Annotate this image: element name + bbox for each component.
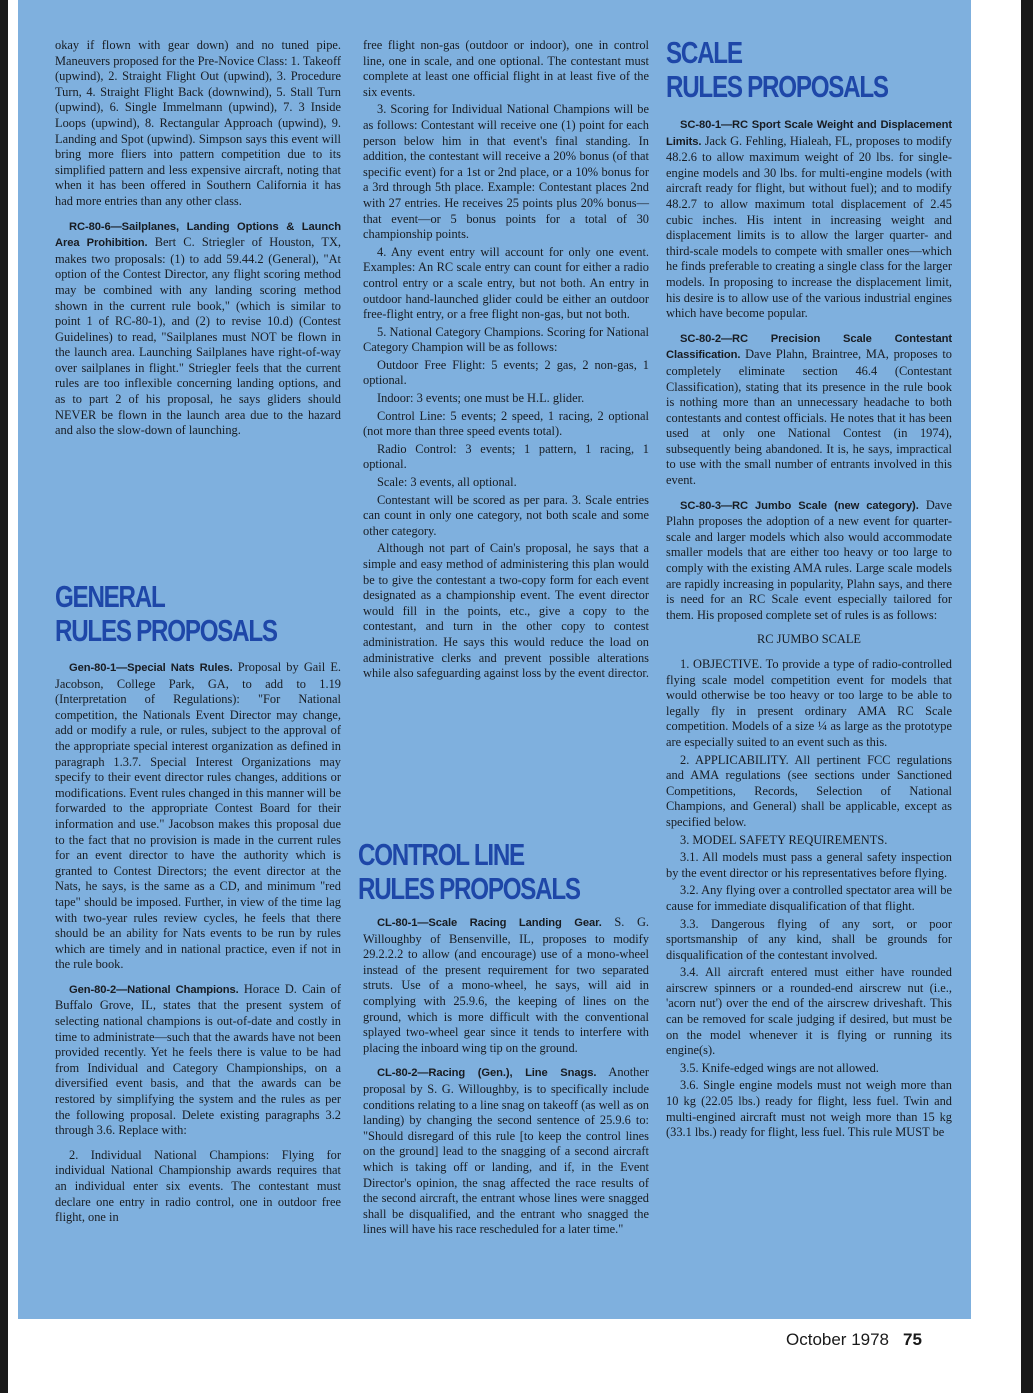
paragraph: 4. Any event entry will account for only one event. Examples: An RC scale entry can count for either a radio control entry or a scale entry, but not both. An entry in outdoor hand-launched glider could be either an outdoor free-flight entry, or a free flight non-gas, but not both.: [363, 244, 649, 322]
paragraph: [363, 915, 649, 1056]
paragraph: free flight non-gas (outdoor or indoor), one in control line, one in scale, and one optional. The contestant must complete at least one official flight in at least five of the six events.: [363, 38, 649, 99]
proposal-text: Another proposal by S. G. Willoughby, is to specifically include conditions relating to a line snag on takeoff (as well as on landing) by changing the second sentence of 25.9.6 to: "Should disregard of this rule [to keep the control lines on the ground] lead to the snagging of a second aircraft which is taking off or landing, and if, in the Event Director's opinion, the snag affected the race results of the second aircraft, the entrant whose lines were snagged shall be disqualified, and the entrant who snagged the lines will have his race rescheduled for a later time.": [363, 1065, 649, 1237]
column-3: [666, 117, 952, 1143]
blue-text-panel: [18, 0, 971, 1319]
paragraph: Although not part of Cain's proposal, he says that a simple and easy method of administering this plan would be to give the contestant a two-copy form for each event designated as a championship event. The event director would fill in the points, etc., give a copy to the contestant, and turn in the other copy to contest administration. He says this would reduce the load on administrative clerks and prevent possible alterations while also safeguarding against loss by the event director.: [363, 541, 649, 681]
column-1-lower: [55, 660, 341, 1235]
proposal-lead: CL-80-2—Racing (Gen.), Line Snags.: [377, 1067, 597, 1080]
paragraph: [55, 219, 341, 439]
paragraph: 3.2. Any flying over a controlled spectator area will be cause for immediate disqualification of that flight.: [666, 883, 952, 913]
proposal-lead: SC-80-2—RC Precision Scale Contestant Classification.: [666, 332, 952, 362]
column-2: [363, 38, 649, 691]
page-footer: [786, 1330, 922, 1350]
column-1: [55, 38, 341, 448]
paragraph: 3.6. Single engine models must not weigh more than 10 kg (22.05 lbs.) ready for flight, less fuel. Twin and multi-engined aircraft must not weigh more than 15 kg (33.1 lbs.) ready for flight, less fuel. This rule MUST be: [666, 1078, 952, 1140]
paragraph: [55, 982, 341, 1139]
section-heading-scale: SCALE RULES PROPOSALS: [666, 35, 888, 104]
section-heading-control-line: CONTROL LINE RULES PROPOSALS: [358, 837, 580, 906]
paragraph: [666, 498, 952, 624]
paragraph: 3.3. Dangerous flying of any sort, or poor sportsmanship of any kind, shall be grounds for disqualification of the contestant involved.: [666, 916, 952, 962]
proposal-text: Dave Plahn proposes the adoption of a new event for quarter-scale and larger models which also would accommodate smaller models that are either too heavy or too large to comply with the existing AMA rules. Large scale models are rapidly increasing in popularity, Plahn says, and there is need for an RC Scale event especially tailored for them. His proposed complete set of rules is as follows:: [666, 497, 952, 622]
page-number: 75: [903, 1330, 922, 1349]
paragraph: Scale: 3 events, all optional.: [377, 475, 517, 490]
paragraph: [666, 331, 952, 489]
magazine-page: [8, 0, 1021, 1393]
paragraph: 3. Scoring for Individual National Champions will be as follows: Contestant will receive one (1) point for each person below him in that event's final standing. In addition, the contestant will receive a 20% bonus (of that specific event) for a 1st or 2nd place, or a 10% bonus for a 3rd through 5th place. Example: Contestant places 2nd with 27 entries. He receives 25 points plus 20% bonus—that event—or 5 bonus points for a total of 30 championship points.: [363, 102, 649, 242]
proposal-lead: SC-80-1—RC Sport Scale Weight and Displacement Limits.: [666, 119, 952, 148]
paragraph: [363, 1065, 649, 1238]
proposal-lead: Gen-80-1—Special Nats Rules.: [69, 662, 233, 674]
paragraph: Contestant will be scored as per para. 3. Scale entries can count in only one category, not both scale and some other category.: [363, 492, 649, 538]
proposal-text: Bert C. Striegler of Houston, TX, makes two proposals: (1) to add 59.44.2 (General), "At option of the Contest Director, any flight scoring method may be combined with any landing scoring method shown in the current rule book," (which is similar to point 1 of RC-80-1), and (2) to revise 10.d) (Contest Guidelines) to read, "Sailplanes must NOT be flown in the launch area. Launching Sailplanes have right-of-way over sailplanes in flight." Striegler feels that the current rules are too inflexible concerning landing options, and as to part 2 of his proposal, he says gliders should NEVER be flown in the launch area due to the hazard and also the slow-down of launching.: [55, 235, 341, 438]
paragraph: Radio Control: 3 events; 1 pattern, 1 racing, 1 optional.: [363, 441, 649, 472]
column-2-lower: [363, 915, 649, 1247]
paragraph: 5. National Category Champions. Scoring for National Category Champion will be as follows:: [363, 324, 649, 355]
proposal-text: Horace D. Cain of Buffalo Grove, IL, states that the present system of selecting national champions is out-of-date and costly in time to administrate—such that the awards have not been provided recently. Yet he feels there is value to be had from Individual and Category Championships, on a diversified event basis, and that the awards can be restored by simplifying the system and the rules as per the following proposal. Delete existing paragraphs 3.2 through 3.6. Replace with:: [55, 981, 341, 1138]
proposal-lead: SC-80-3—RC Jumbo Scale (new category).: [680, 499, 919, 512]
paragraph: 3. MODEL SAFETY REQUIREMENTS.: [680, 832, 888, 847]
paragraph: 3.5. Knife-edged wings are not allowed.: [680, 1060, 879, 1075]
proposal-lead: CL-80-1—Scale Racing Landing Gear.: [377, 917, 602, 929]
paragraph: 3.4. All aircraft entered must either have rounded airscrew spinners or a rounded-end airscrew nut (i.e., 'acorn nut') over the end of the airscrew driveshaft. This can be removed for scale judging if desired, but must be on the model whenever it is flying or running its engine(s).: [666, 965, 952, 1058]
paragraph: 2. Individual National Champions: Flying for individual National Championship awards requires that an individual enter six events. The contestant must declare one entry in radio control, one in outdoor free flight, one in: [55, 1147, 341, 1225]
proposal-text: S. G. Willoughby of Bensenville, IL, proposes to modify 29.2.2.2 to allow (and encourage) use of a mono-wheel instead of the present requirement for two separated struts. Use of a mono-wheel, he says, will aid in complying with 25.9.6, the keeping of lines on the ground, which is more difficult with the conventional splayed two-wheel gear since it tends to interfere with placing the inboard wing tip on the ground.: [363, 915, 650, 1055]
proposal-lead: Gen-80-2—National Champions.: [69, 983, 239, 996]
paragraph: Indoor: 3 events; one must be H.L. glider.: [377, 391, 585, 406]
proposal-text: Jack G. Fehling, Hialeah, FL, proposes to modify 48.2.6 to allow maximum weight of 20 lbs. for single-engine models and 30 lbs. for multi-engine models (with aircraft ready for flight, but without fuel); and to modify 48.2.7 to allow maximum total displacement of 2.45 cubic inches. His intent in increasing weight and displacement limits is to allow the larger quarter- and third-scale models to compete with smaller ones—which he finds preferable to creating a single class for the larger models. In proposing to increase the displacement limit, his desire is to allow use of the various industrial engines which have become popular.: [666, 133, 952, 321]
paragraph: Control Line: 5 events; 2 speed, 1 racing, 2 optional (not more than three speed events total).: [363, 408, 649, 439]
paragraph: Outdoor Free Flight: 5 events; 2 gas, 2 non-gas, 1 optional.: [363, 357, 649, 388]
section-heading-general: GENERAL RULES PROPOSALS: [55, 579, 277, 648]
proposal-text: Dave Plahn, Braintree, MA, proposes to completely eliminate section 46.4 (Contestant Classification), stating that its presence in the rule book is nothing more than an unnecessary headache to both contestants and contest officials. He notes that it has been used at only one National Contest (in 1974), subsequently being abandoned. It is, he says, impractical to use with the small number of entrants involved in this event.: [666, 347, 952, 488]
proposal-lead: RC-80-6—Sailplanes, Landing Options & Launch Area Prohibition.: [55, 220, 341, 250]
paragraph: 3.1. All models must pass a general safety inspection by the event director or his representatives before flying.: [666, 850, 952, 880]
paragraph: [666, 117, 952, 322]
issue-date: October 1978: [786, 1330, 890, 1349]
paragraph: 1. OBJECTIVE. To provide a type of radio-controlled flying scale model competition event for models that would otherwise be too heavy or too large to be able to legally fly in present ordinary AMA RC Scale competition. Models of a size ¼ as large as the prototype are especially suited to an event such as this.: [666, 657, 952, 749]
rules-subheading: RC JUMBO SCALE: [757, 632, 861, 647]
paragraph: 2. APPLICABILITY. All pertinent FCC regulations and AMA regulations (see sections under Sanctioned Competitions, Records, Selection of National Champions, and General) shall be applicable, except as specified below.: [666, 752, 952, 829]
paragraph: okay if flown with gear down) and no tuned pipe. Maneuvers proposed for the Pre-Novice Class: 1. Takeoff (upwind), 2. Straight Flight Out (upwind), 3. Procedure Turn, 4. Straight Flight Back (downwind), 5. Stall Turn (upwind), 6. Single Immelmann (upwind), 7. 3 Inside Loops (upwind), 8. Rectangular Approach (upwind), 9. Landing and Spot (upwind). Simpson says this event will bring more fliers into pattern competition due to its simplified pattern and less expensive aircraft, noting that when it has been offered in Southern California it has had more entries than any other class.: [55, 38, 341, 208]
paragraph: [55, 660, 341, 973]
proposal-text: Proposal by Gail E. Jacobson, College Park, GA, to add to 1.19 (Interpretation of Regulations): "For National competition, the Nationals Event Director may change, add or modify a rule, or rules, subject to the approval of the appropriate special interest organization as defined in paragraph 1.3.7. Special Interest Organizations may specify to their event director rules changes, additions or modifications. Event rules changed in this manner will be forwarded to the appropriate Contest Board for their information and use." Jacobson makes this proposal due to the fact that no provision is made in the current rules for an event director to have the authority which is granted to Contest Directors; the event director at the Nats, he says, is the same as a CD, and minimum "red tape" should be imposed. Further, in view of the time lag with two-year rules review cycles, he feels that there should be an ability for Nats events to be run by rules which are timely and in national practice, even if not in the rule book.: [55, 660, 341, 972]
